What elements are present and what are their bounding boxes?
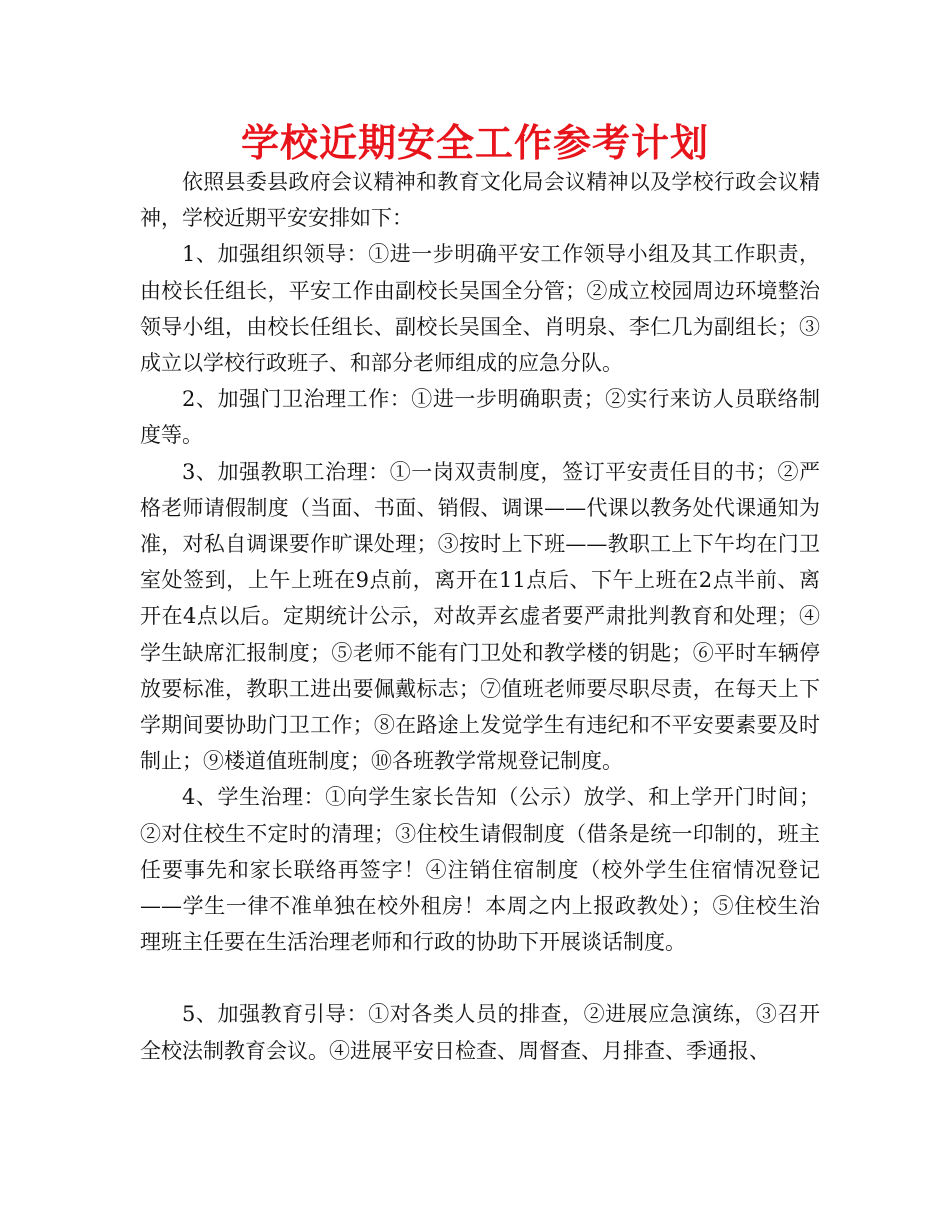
paragraph-item-3: 3、加强教职工治理：①一岗双责制度，签订平安责任目的书；②严格老师请假制度（当面、书面、销假、调课——代课以教务处代课通知为准，对私自调课要作旷课处理；③按时上下班——教职工上下午均在门卫室处签到，上午上班在9点前，离开在11点后、下午上班在2点半前、离开在4点以后。定期统计公示，对故弄玄虚者要严肃批判教育和处理；④学生缺席汇报制度；⑤老师不能有门卫处和教学楼的钥匙；⑥平时车辆停放要标准，教职工进出要佩戴标志；⑦值班老师要尽职尽责，在每天上下学期间要协助门卫工作；⑧在路途上发觉学生有违纪和不平安要素要及时制止；⑨楼道值班制度；⑩各班教学常规登记制度。 xyxy=(140,459,820,774)
document-body xyxy=(140,164,820,1069)
paragraph-item-4: 4、学生治理：①向学生家长告知（公示）放学、和上学开门时间；②对住校生不定时的清理；③住校生请假制度（借条是统一印制的，班主任要事先和家长联络再签字！④注销住宿制度（校外学生住宿情况登记——学生一律不准单独在校外租房！本周之内上报政教处）；⑤住校生治理班主任要在生活治理老师和行政的协助下开展谈话制度。 xyxy=(140,785,820,955)
paragraph-item-2: 2、加强门卫治理工作：①进一步明确职责；②实行来访人员联络制度等。 xyxy=(140,387,820,448)
document-title: 学校近期安全工作参考计划 xyxy=(240,120,709,165)
paragraph-spacer xyxy=(140,960,820,996)
paragraph-intro: 依照县委县政府会议精神和教育文化局会议精神以及学校行政会议精神，学校近期平安安排如下： xyxy=(140,170,820,231)
paragraph-item-5: 5、加强教育引导：①对各类人员的排查，②进展应急演练，③召开全校法制教育会议。④进展平安日检查、周督查、月排查、季通报、 xyxy=(140,1002,820,1063)
paragraph-item-1: 1、加强组织领导：①进一步明确平安工作领导小组及其工作职责，由校长任组长，平安工作由副校长吴国全分管；②成立校园周边环境整治领导小组，由校长任组长、副校长吴国全、肖明泉、李仁几为副组长；③成立以学校行政班子、和部分老师组成的应急分队。 xyxy=(140,242,820,376)
